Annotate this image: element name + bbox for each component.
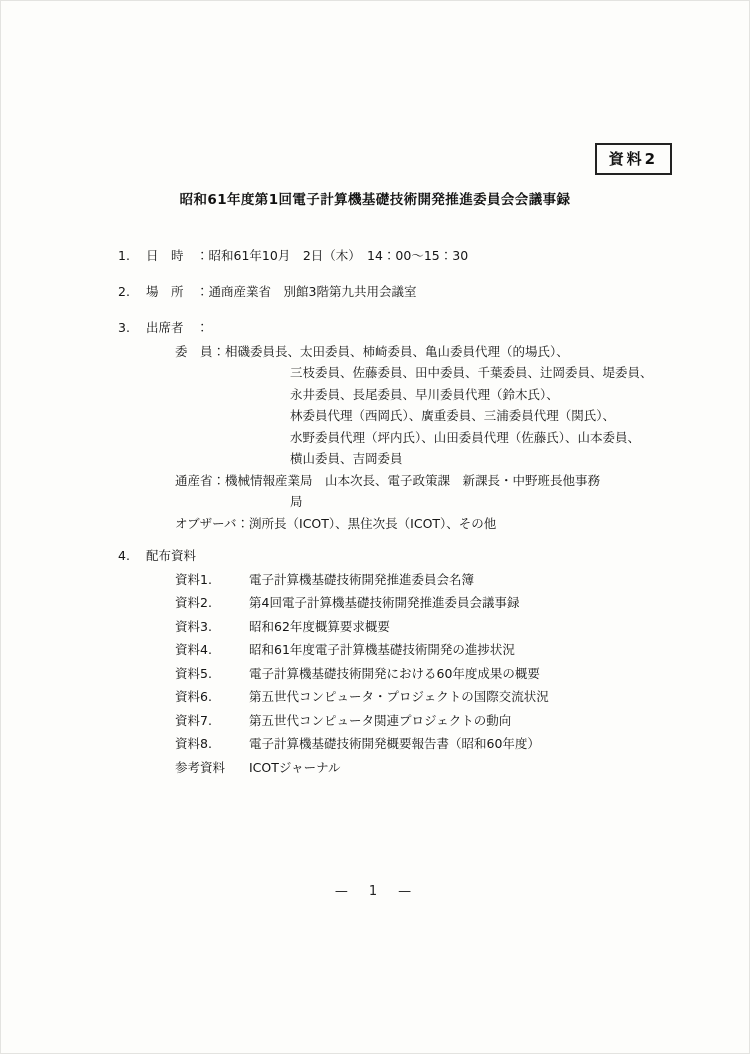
attendee-group-members-line-2: 永井委員、長尾委員、早川委員代理（鈴木氏）、 [290, 386, 559, 402]
attendee-group-observers [0, 515, 750, 531]
material-item [0, 738, 750, 751]
document-stamp: 資料2 [595, 143, 672, 175]
material-item-text: 昭和62年度概算要求概要 [249, 618, 390, 634]
page-number: — 1 — [334, 884, 416, 899]
material-item-text: 第4回電子計算機基礎技術開発推進委員会議事録 [249, 595, 520, 610]
section-attendees [0, 322, 750, 530]
material-item-number: 資料6. [175, 689, 212, 704]
attendee-group-ministry-line-1: 局 [290, 494, 303, 509]
attendee-group-ministry-line-0: 機械情報産業局 山本次長、電子政策課 新課長・中野班長他事務 [225, 472, 601, 488]
section-attendees-number: 3. [118, 320, 130, 335]
attendee-group-members-line-0: 相磯委員長、太田委員、柿崎委員、亀山委員代理（的場氏）、 [225, 343, 569, 359]
section-datetime [0, 250, 750, 263]
material-item [0, 691, 750, 704]
section-attendees-label: 出席者 ： [146, 320, 209, 335]
material-item [0, 644, 750, 657]
material-item-number: 資料2. [175, 595, 212, 610]
attendee-group-members-line-1: 三枝委員、佐藤委員、田中委員、千葉委員、辻岡委員、堤委員、 [290, 365, 653, 380]
section-place-value: 通商産業省 別館3階第九共用会議室 [208, 283, 417, 299]
section-materials [0, 550, 750, 774]
section-datetime-number: 1. [118, 248, 130, 263]
material-item-number: 資料5. [175, 665, 212, 681]
material-item-number: 資料4. [175, 642, 212, 657]
document-body [0, 250, 750, 785]
attendee-group-ministry-label: 通産省： [175, 472, 226, 488]
material-item-number: 資料1. [175, 571, 212, 587]
material-item-number: 資料3. [175, 618, 212, 634]
material-item [0, 597, 750, 610]
material-item-text: 電子計算機基礎技術開発概要報告書（昭和60年度） [249, 736, 540, 751]
section-materials-number: 4. [118, 548, 130, 563]
attendee-group-members-line-3: 林委員代理（西岡氏）、廣重委員、三浦委員代理（関氏）、 [290, 408, 616, 423]
attendee-group-members-line-4: 水野委員代理（坪内氏）、山田委員代理（佐藤氏）、山本委員、 [290, 429, 641, 445]
material-item-text: 昭和61年度電子計算機基礎技術開発の進捗状況 [249, 642, 515, 657]
material-item [0, 571, 750, 587]
section-materials-label: 配布資料 [146, 548, 197, 563]
material-item [0, 759, 750, 775]
attendee-group-observers-label: オブザーバ： [175, 515, 250, 531]
material-item-number: 参考資料 [175, 759, 226, 775]
page-title: 昭和61年度第1回電子計算機基礎技術開発推進委員会会議事録 [179, 192, 571, 208]
material-item-text: 電子計算機基礎技術開発推進委員会名簿 [249, 571, 475, 587]
material-item-text: 第五世代コンピュータ・プロジェクトの国際交流状況 [249, 689, 549, 704]
attendee-group-members-label: 委 員： [175, 343, 226, 359]
material-item [0, 618, 750, 634]
material-item-text: 電子計算機基礎技術開発における60年度成果の概要 [249, 665, 540, 681]
section-place-number: 2. [118, 283, 130, 299]
attendee-group-observers-line-0: 渕所長（ICOT）、黒住次長（ICOT）、その他 [249, 515, 497, 531]
section-datetime-value: 昭和61年10月 2日（木） 14：00～15：30 [208, 248, 469, 263]
material-item [0, 712, 750, 728]
section-datetime-label: 日 時 ： [146, 248, 209, 263]
section-place [0, 283, 750, 299]
material-item-number: 資料8. [175, 736, 212, 751]
material-item-text: ICOTジャーナル [249, 759, 341, 775]
attendee-group-members-line-5: 横山委員、吉岡委員 [290, 451, 403, 466]
attendee-group-members [0, 343, 750, 359]
material-item [0, 665, 750, 681]
material-item-number: 資料7. [175, 712, 212, 728]
section-place-label: 場 所 ： [146, 283, 209, 299]
material-item-text: 第五世代コンピュータ関連プロジェクトの動向 [249, 712, 512, 728]
attendee-group-ministry [0, 472, 750, 488]
